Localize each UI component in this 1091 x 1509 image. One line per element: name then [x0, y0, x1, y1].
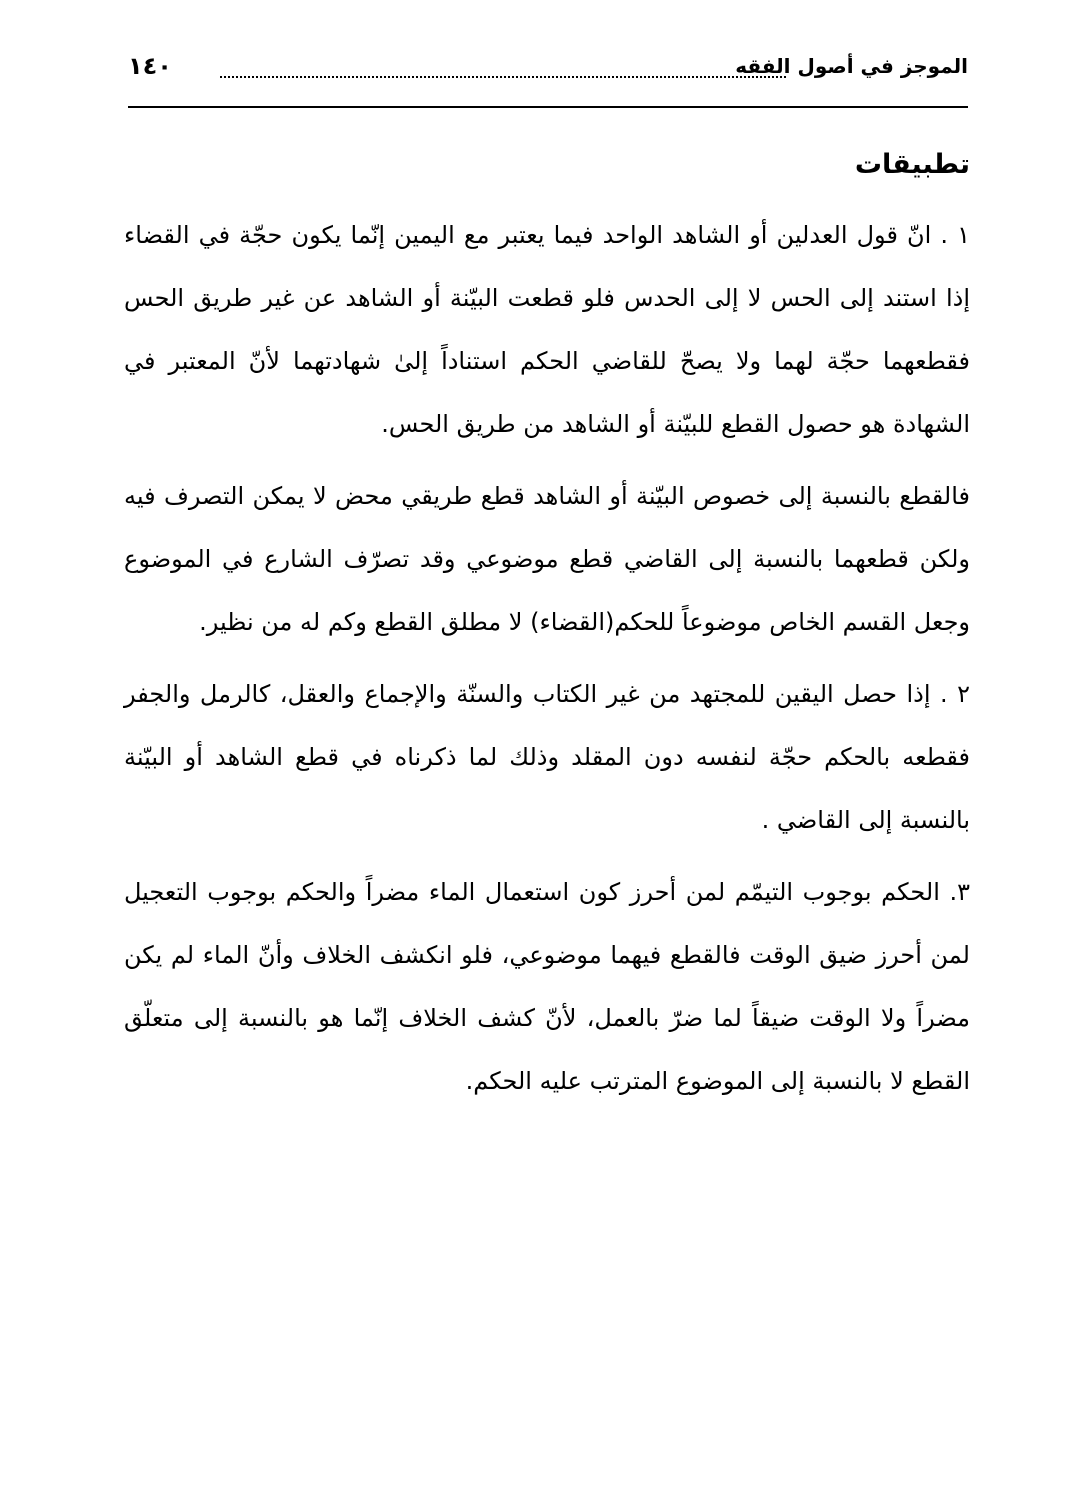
- page-header: [128, 52, 968, 92]
- paragraph-2: فالقطع بالنسبة إلى خصوص البيّنة أو الشاهد قطع طريقي محض لا يمكن التصرف فيه ولكن قطعهما بالنسبة إلى القاضي قطع موضوعي وقد تصرّف الشارع في الموضوع وجعل القسم الخاص موضوعاً للحكم(القضاء) لا مطلق القطع وكم له من نظير.: [124, 482, 970, 636]
- header-divider: [128, 106, 968, 108]
- paragraph-1: ١ . انّ قول العدلين أو الشاهد الواحد فيما يعتبر مع اليمين إنّما يكون حجّة في القضاء إذا استند إلى الحس لا إلى الحدس فلو قطعت البيّنة أو الشاهد عن غير طريق الحس فقطعهما حجّة لهما ولا يصحّ للقاضي الحكم استناداً إلىٰ شهادتهما لأنّ المعتبر في الشهادة هو حصول القطع للبيّنة أو الشاهد من طريق الحس.: [124, 221, 970, 438]
- paragraph-4: ٣. الحكم بوجوب التيمّم لمن أحرز كون استعمال الماء مضراً والحكم بوجوب التعجيل لمن أحرز ضيق الوقت فالقطع فيهما موضوعي، فلو انكشف الخلاف وأنّ الماء لم يكن مضراً ولا الوقت ضيقاً لما ضرّ بالعمل، لأنّ كشف الخلاف إنّما هو بالنسبة إلى متعلّق القطع لا بالنسبة إلى الموضوع المترتب عليه الحكم.: [124, 878, 970, 1095]
- running-title: الموجز في أصول الفقه: [735, 54, 968, 78]
- page-body: [124, 140, 970, 1122]
- paragraph-3: ٢ . إذا حصل اليقين للمجتهد من غير الكتاب والسنّة والإجماع والعقل، كالرمل والجفر فقطعه بالحكم حجّة لنفسه دون المقلد وذلك لما ذكرناه في قطع الشاهد أو البيّنة بالنسبة إلى القاضي .: [124, 680, 970, 834]
- page-number: ١٤٠: [128, 52, 172, 80]
- section-heading: تطبيقات: [854, 149, 970, 180]
- leader-dots: [220, 76, 786, 78]
